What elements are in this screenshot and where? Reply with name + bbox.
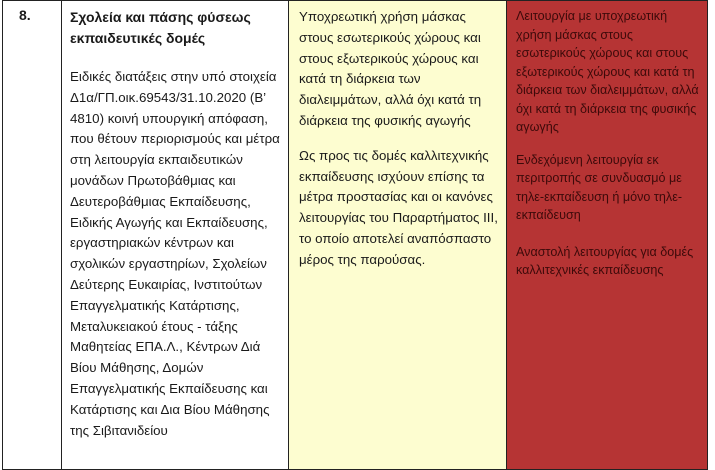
table-row: [3, 1, 708, 470]
red-measure-1: Λειτουργία με υποχρεωτική χρήση μάσκας στους εσωτερικούς χώρους και στους εξωτερικούς χώρους και κατά τη διάρκεια των διαλειμμάτων, αλλά όχι κατά τη διάρκεια της φυσικής αγωγής: [516, 9, 699, 134]
yellow-measure-2: Ως προς τις δομές καλλιτεχνικής εκπαίδευσης ισχύουν επίσης τα μέτρα προστασίας και οι κανόνες λειτουργίας του Παραρτήματος ΙΙΙ, το οποίο αποτελεί αναπόσπαστο μέρος της παρούσας.: [299, 147, 498, 267]
red-measure-2: Ενδεχόμενη λειτουργία εκ περιτροπής σε συνδυασμό με τηλε-εκπαίδευση ή μόνο τηλε-εκπαίδευση: [516, 152, 683, 222]
yellow-measure-1: Υποχρεωτική χρήση μάσκας στους εσωτερικούς χώρους και στους εξωτερικούς χώρους και κατά τη διάρκεια των διαλειμμάτων, αλλά όχι κατά τη διάρκεια της φυσικής αγωγής: [299, 9, 482, 128]
category-title: Σχολεία και πάσης φύσεως εκπαιδευτικές δομές: [70, 9, 251, 46]
red-level-cell: [507, 1, 708, 470]
red-measure-3: Αναστολή λειτουργίας για δομές καλλιτεχνικές εκπαίδευσης: [516, 244, 694, 277]
row-number-cell: [3, 1, 62, 470]
yellow-level-cell: [289, 1, 507, 470]
category-cell: [62, 1, 289, 470]
measures-table: [2, 0, 708, 470]
row-number: 8.: [19, 7, 31, 23]
category-description: Ειδικές διατάξεις στην υπό στοιχεία Δ1α/ΓΠ.οικ.69543/31.10.2020 (Β’ 4810) κοινή υπουργική απόφαση, που θέτουν περιορισμούς και μέτρα στη λειτουργία εκπαιδευτικών μονάδων Πρωτοβάθμιας και Δευτεροβάθμιας Εκπαίδευσης, Ειδικής Αγωγής και Εκπαίδευσης, εργαστηριακών κέντρων και σχολικών εργαστηρίων, Σχολείων Δεύτερης Ευκαιρίας, Ινστιτούτων Επαγγελματικής Κατάρτισης, Μεταλυκειακού έτους - τάξης Μαθητείας ΕΠΑ.Λ., Κέντρων Διά Βίου Μάθησης, Δομών Επαγγελματικής Εκπαίδευσης και Κατάρτισης και Δια Βίου Μάθησης της Σιβιτανιδείου: [70, 69, 280, 438]
